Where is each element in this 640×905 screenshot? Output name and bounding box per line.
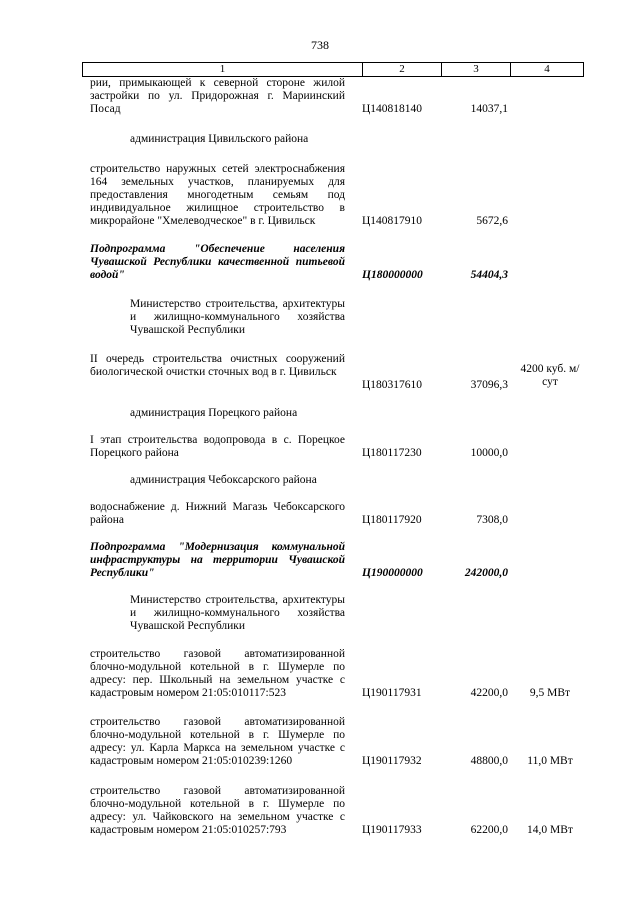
row-10-code: Ц190000000 — [362, 567, 423, 579]
row-10-amount: 242000,0 — [464, 567, 508, 579]
row-9-code: Ц180117920 — [362, 514, 422, 526]
row-10-text: Подпрограмма "Модернизация коммунальной инфраструктуры на территории Чувашской Республики" — [90, 541, 345, 579]
row-3-amount: 54404,3 — [470, 269, 508, 281]
row-5-text: II очередь строительства очистных сооружений биологической очистки сточных вод в г. Цивильск — [90, 353, 345, 378]
row-2-code: Ц140817910 — [362, 215, 423, 227]
row-2-amount: 5672,6 — [476, 215, 508, 227]
row-13-text: строительство газовой автоматизированной блочно-модульной котельной в г. Шумерле по адресу: ул. Карла Маркса на земельном участке с кадастровым номером 21:05:010239:1260 — [90, 716, 345, 767]
row-9-text: водоснабжение д. Нижний Магазь Чебоксарского района — [90, 501, 345, 526]
header-col-3: 3 — [442, 63, 511, 76]
header-col-2: 2 — [363, 63, 442, 76]
row-7-text: I этап строительства водопровода в с. Порецкое Порецкого района — [90, 434, 345, 459]
row-14-code: Ц190117933 — [362, 824, 422, 836]
row-5-capacity: 4200 куб. м/сут — [520, 363, 580, 388]
table-header — [82, 62, 584, 77]
header-col-4: 4 — [544, 63, 550, 75]
row-14-text: строительство газовой автоматизированной блочно-модульной котельной в г. Шумерле по адресу: ул. Чайковского на земельном участке с кадастровым номером 21:05:010257:793 — [90, 785, 345, 836]
row-1-text: администрация Цивильского района — [130, 133, 309, 145]
row-14-amount: 62200,0 — [470, 824, 508, 836]
row-12-capacity: 9,5 МВт — [529, 687, 571, 699]
row-12-text: строительство газовой автоматизированной блочно-модульной котельной в г. Шумерле по адресу: пер. Школьный на земельном участке с кадастровым номером 21:05:010117:523 — [90, 648, 345, 699]
row-12-code: Ц190117931 — [362, 687, 422, 699]
row-0-amount: 14037,1 — [470, 103, 508, 115]
row-13-code: Ц190117932 — [362, 755, 422, 767]
row-8-text: администрация Чебоксарского района — [130, 474, 317, 486]
row-13-amount: 48800,0 — [470, 755, 508, 767]
row-7-amount: 10000,0 — [470, 447, 508, 459]
header-col-1: 1 — [83, 63, 363, 76]
row-3-text: Подпрограмма "Обеспечение населения Чувашской Республики качественной питьевой водой" — [90, 243, 345, 281]
row-0-code: Ц140818140 — [362, 103, 423, 115]
row-0-text: рии, примыкающей к северной стороне жилой застройки по ул. Придорожная г. Мариинский Посад — [90, 77, 345, 115]
row-14-capacity: 14,0 МВт — [527, 824, 573, 836]
row-7-code: Ц180117230 — [362, 447, 422, 459]
row-2-text: строительство наружных сетей электроснабжения 164 земельных участков, планируемых для предоставления многодетным семьям под индивидуальное жилищное строительство в микрорайоне "Хмелеводческое" в г. Цивильск — [90, 163, 345, 227]
row-4-text: Министерство строительства, архитектуры и жилищно-коммунального хозяйства Чувашской Республики — [130, 298, 345, 336]
row-3-code: Ц180000000 — [362, 269, 423, 281]
row-13-capacity: 11,0 МВт — [527, 755, 573, 767]
row-9-amount: 7308,0 — [476, 514, 508, 526]
row-11-text: Министерство строительства, архитектуры и жилищно-коммунального хозяйства Чувашской Республики — [130, 594, 345, 632]
row-5-code: Ц180317610 — [362, 379, 423, 391]
row-5-amount: 37096,3 — [470, 379, 508, 391]
row-12-amount: 42200,0 — [470, 687, 508, 699]
page-number: 738 — [311, 38, 329, 52]
row-6-text: администрация Порецкого района — [130, 407, 298, 419]
